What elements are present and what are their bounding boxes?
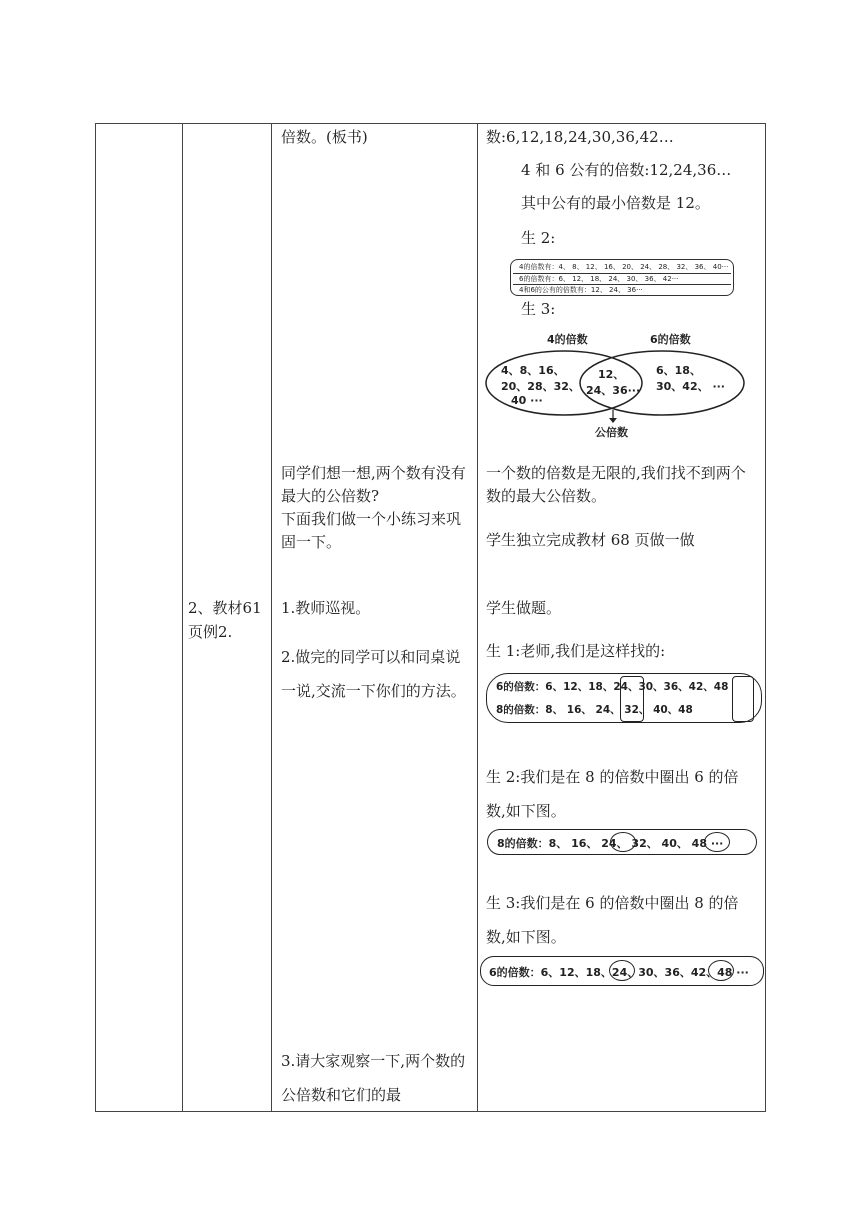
venn-left-title: 4的倍数 (547, 333, 588, 346)
fig-row-common: 4和6的公有的倍数有：12、 24、 36··· (519, 286, 643, 294)
circle-48 (704, 832, 730, 852)
student1-text: 生 1:老师,我们是这样找的: (486, 642, 666, 660)
venn-left-l1: 4、8、16、 (501, 364, 565, 377)
teacher-step3: 3.请大家观察一下,两个数的公倍数和它们的最 (281, 1052, 466, 1104)
venn-common-label: 公倍数 (595, 426, 628, 439)
teacher-step2: 2.做完的同学可以和同桌说一说,交流一下你们的方法。 (281, 648, 466, 700)
student-line1: 数:6,12,18,24,30,36,42… (486, 128, 674, 146)
venn-right-title: 6的倍数 (650, 333, 691, 346)
fig-row-8: 8的倍数：8、 16、 24、 32、 40、48 (496, 704, 693, 716)
venn-mid-l2: 24、36··· (586, 384, 641, 397)
student-self-do: 学生独立完成教材 68 页做一做 (486, 531, 695, 549)
venn-left-l2: 20、28、32、 (501, 380, 580, 393)
column-divider (477, 124, 478, 1111)
student2-box (487, 829, 757, 855)
venn-right-l2: 30、42、 ··· (656, 380, 725, 393)
highlight-48-box (732, 676, 754, 722)
venn-arrow-icon (609, 418, 617, 423)
circle-24 (609, 960, 635, 981)
student-do-exercise: 学生做题。 (486, 599, 562, 617)
student3-text: 生 3:我们是在 6 的倍数中圈出 8 的倍数,如下图。 (486, 894, 739, 946)
student-line3: 其中公有的最小倍数是 12。 (521, 194, 710, 212)
box-text: 8的倍数：8、 16、 24、 32、 40、 48 ··· (497, 837, 724, 850)
highlight-24-box (620, 676, 644, 722)
student3-label: 生 3: (521, 300, 556, 318)
circle-48 (708, 960, 734, 981)
circle-24 (610, 832, 636, 852)
student3-box (480, 956, 764, 986)
teacher-step1: 1.教师巡视。 (281, 599, 371, 617)
teacher-practice: 下面我们做一个小练习来巩固一下。 (281, 510, 462, 551)
student2-label: 生 2: (521, 229, 556, 247)
venn-mid-l1: 12、 (598, 368, 625, 381)
student-answer-max: 一个数的倍数是无限的,我们找不到两个数的最大公倍数。 (486, 464, 746, 505)
column-divider (182, 124, 183, 1111)
row-label: 2、教材61页例2. (188, 599, 262, 641)
venn-left-l3: 40 ··· (511, 394, 543, 407)
column-divider (271, 124, 272, 1111)
student2-text: 生 2:我们是在 8 的倍数中圈出 6 的倍数,如下图。 (486, 768, 739, 820)
student1-figure (486, 673, 762, 723)
fig-row-6: 6的倍数有：6、 12、 18、 24、 30、 36、 42··· (519, 275, 679, 283)
fig-row-4: 4的倍数有：4、 8、 12、 16、 20、 24、 28、 32、 36、 40··· (519, 263, 729, 271)
venn-right-l1: 6、18、 (656, 364, 701, 377)
box-text: 6的倍数：6、12、18、24、30、36、42、48 ··· (489, 966, 749, 979)
teacher-board-note: 倍数。(板书) (281, 128, 368, 146)
teacher-question: 同学们想一想,两个数有没有最大的公倍数? (281, 464, 466, 505)
student-line2: 4 和 6 公有的倍数:12,24,36… (521, 161, 732, 179)
multiples-list-figure (510, 259, 734, 296)
fig-row-6: 6的倍数：6、12、18、24、30、36、42、48 (496, 681, 729, 693)
